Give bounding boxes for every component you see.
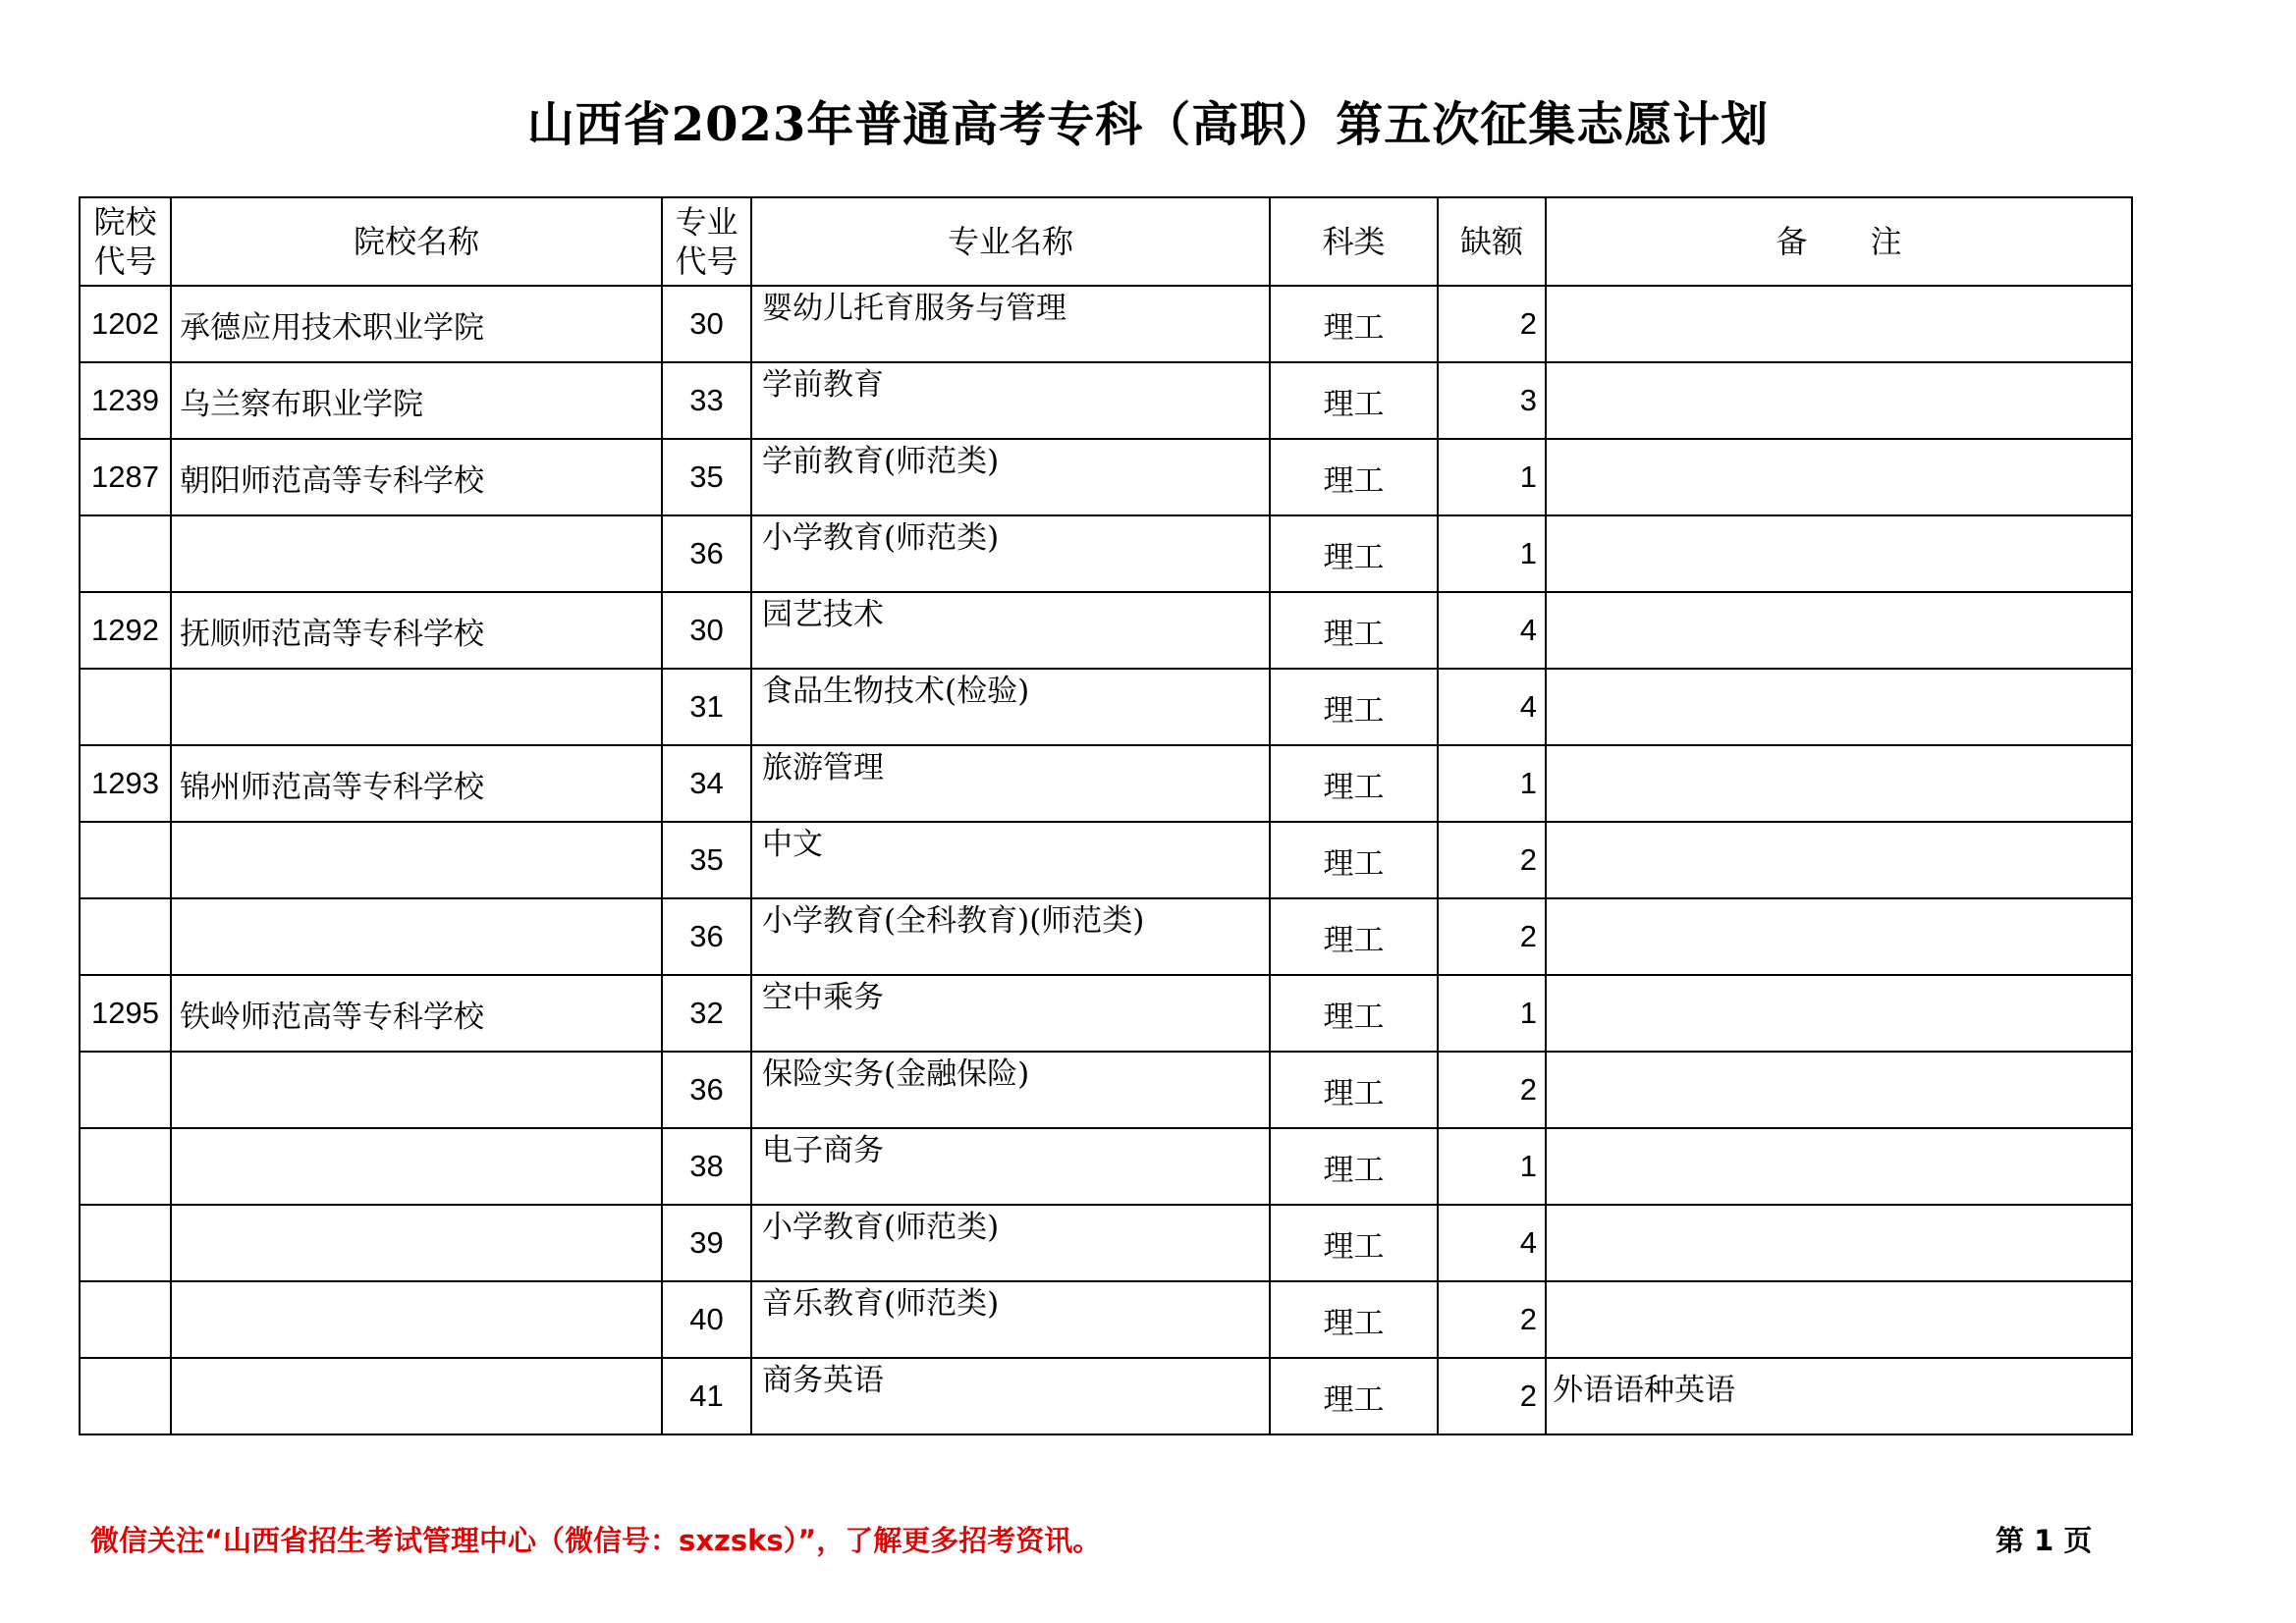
cell-school-code xyxy=(80,898,171,975)
cell-major-name: 学前教育 xyxy=(751,362,1270,439)
cell-major-code: 35 xyxy=(662,439,751,515)
page-number: 第 1 页 xyxy=(1995,1524,2093,1557)
cell-remark xyxy=(1546,898,2132,975)
table-row xyxy=(80,1128,2132,1205)
table-row xyxy=(80,898,2132,975)
cell-major-name: 婴幼儿托育服务与管理 xyxy=(751,286,1270,362)
cell-remark xyxy=(1546,1281,2132,1358)
header-school-name: 院校名称 xyxy=(171,197,662,286)
cell-quota: 2 xyxy=(1438,1358,1546,1434)
cell-major-name: 空中乘务 xyxy=(751,975,1270,1052)
cell-major-name: 小学教育(师范类) xyxy=(751,1205,1270,1281)
cell-category: 理工 xyxy=(1270,975,1438,1052)
cell-category: 理工 xyxy=(1270,669,1438,745)
cell-school-name: 锦州师范高等专科学校 xyxy=(171,745,662,822)
cell-remark xyxy=(1546,286,2132,362)
cell-school-name: 乌兰察布职业学院 xyxy=(171,362,662,439)
cell-major-code: 38 xyxy=(662,1128,751,1205)
cell-major-code: 36 xyxy=(662,515,751,592)
cell-school-code xyxy=(80,1281,171,1358)
cell-major-code: 33 xyxy=(662,362,751,439)
cell-school-name xyxy=(171,898,662,975)
cell-school-name xyxy=(171,515,662,592)
cell-quota: 2 xyxy=(1438,898,1546,975)
table-row xyxy=(80,286,2132,362)
table-row xyxy=(80,1205,2132,1281)
cell-major-name: 商务英语 xyxy=(751,1358,1270,1434)
table-row xyxy=(80,439,2132,515)
cell-remark xyxy=(1546,745,2132,822)
cell-category: 理工 xyxy=(1270,1052,1438,1128)
cell-remark xyxy=(1546,822,2132,898)
table-row xyxy=(80,1281,2132,1358)
cell-quota: 2 xyxy=(1438,1281,1546,1358)
cell-school-code xyxy=(80,515,171,592)
header-major-name: 专业名称 xyxy=(751,197,1270,286)
cell-major-name: 食品生物技术(检验) xyxy=(751,669,1270,745)
cell-remark xyxy=(1546,1205,2132,1281)
enrollment-plan-table xyxy=(79,196,2133,1435)
cell-remark xyxy=(1546,515,2132,592)
cell-school-name xyxy=(171,1281,662,1358)
cell-school-name: 朝阳师范高等专科学校 xyxy=(171,439,662,515)
cell-major-code: 35 xyxy=(662,822,751,898)
cell-quota: 2 xyxy=(1438,286,1546,362)
cell-major-name: 保险实务(金融保险) xyxy=(751,1052,1270,1128)
cell-major-name: 小学教育(师范类) xyxy=(751,515,1270,592)
cell-major-code: 34 xyxy=(662,745,751,822)
cell-school-code xyxy=(80,669,171,745)
cell-category: 理工 xyxy=(1270,822,1438,898)
cell-school-code xyxy=(80,1358,171,1434)
cell-major-name: 中文 xyxy=(751,822,1270,898)
cell-major-name: 园艺技术 xyxy=(751,592,1270,669)
cell-school-code: 1295 xyxy=(80,975,171,1052)
cell-major-code: 31 xyxy=(662,669,751,745)
table-row xyxy=(80,669,2132,745)
header-quota: 缺额 xyxy=(1438,197,1546,286)
cell-category: 理工 xyxy=(1270,1281,1438,1358)
cell-major-code: 41 xyxy=(662,1358,751,1434)
cell-school-code xyxy=(80,822,171,898)
cell-school-name: 铁岭师范高等专科学校 xyxy=(171,975,662,1052)
cell-remark xyxy=(1546,362,2132,439)
cell-major-code: 39 xyxy=(662,1205,751,1281)
cell-category: 理工 xyxy=(1270,439,1438,515)
cell-remark: 外语语种英语 xyxy=(1546,1358,2132,1434)
table-row xyxy=(80,592,2132,669)
cell-category: 理工 xyxy=(1270,898,1438,975)
cell-category: 理工 xyxy=(1270,515,1438,592)
cell-quota: 1 xyxy=(1438,975,1546,1052)
wechat-follow-note: 微信关注“山西省招生考试管理中心（微信号：sxzsks）”，了解更多招考资讯。 xyxy=(90,1524,1102,1557)
table-row xyxy=(80,1358,2132,1434)
header-school-code: 院校代号 xyxy=(80,197,171,286)
table-row xyxy=(80,1052,2132,1128)
cell-school-code: 1293 xyxy=(80,745,171,822)
cell-category: 理工 xyxy=(1270,1205,1438,1281)
cell-remark xyxy=(1546,1052,2132,1128)
cell-major-name: 旅游管理 xyxy=(751,745,1270,822)
cell-school-code xyxy=(80,1205,171,1281)
cell-school-code: 1239 xyxy=(80,362,171,439)
cell-major-code: 40 xyxy=(662,1281,751,1358)
cell-remark xyxy=(1546,592,2132,669)
cell-school-name xyxy=(171,1128,662,1205)
cell-category: 理工 xyxy=(1270,1128,1438,1205)
cell-major-code: 30 xyxy=(662,286,751,362)
table-row xyxy=(80,822,2132,898)
table-header-row xyxy=(80,197,2132,286)
cell-school-code xyxy=(80,1128,171,1205)
cell-major-code: 30 xyxy=(662,592,751,669)
cell-quota: 2 xyxy=(1438,822,1546,898)
cell-major-name: 学前教育(师范类) xyxy=(751,439,1270,515)
header-major-code: 专业代号 xyxy=(662,197,751,286)
cell-school-code: 1287 xyxy=(80,439,171,515)
cell-quota: 2 xyxy=(1438,1052,1546,1128)
table-row xyxy=(80,745,2132,822)
header-category: 科类 xyxy=(1270,197,1438,286)
table-row xyxy=(80,515,2132,592)
cell-school-name: 承德应用技术职业学院 xyxy=(171,286,662,362)
cell-quota: 4 xyxy=(1438,1205,1546,1281)
cell-major-name: 电子商务 xyxy=(751,1128,1270,1205)
cell-major-name: 音乐教育(师范类) xyxy=(751,1281,1270,1358)
cell-remark xyxy=(1546,975,2132,1052)
cell-quota: 1 xyxy=(1438,745,1546,822)
cell-school-code: 1202 xyxy=(80,286,171,362)
cell-school-name xyxy=(171,669,662,745)
cell-category: 理工 xyxy=(1270,1358,1438,1434)
header-remark: 备 注 xyxy=(1546,197,2132,286)
cell-quota: 4 xyxy=(1438,592,1546,669)
cell-school-name xyxy=(171,1358,662,1434)
cell-category: 理工 xyxy=(1270,286,1438,362)
cell-quota: 1 xyxy=(1438,1128,1546,1205)
cell-quota: 4 xyxy=(1438,669,1546,745)
cell-major-code: 36 xyxy=(662,898,751,975)
cell-school-code xyxy=(80,1052,171,1128)
cell-category: 理工 xyxy=(1270,592,1438,669)
cell-remark xyxy=(1546,439,2132,515)
cell-major-name: 小学教育(全科教育)(师范类) xyxy=(751,898,1270,975)
cell-remark xyxy=(1546,669,2132,745)
cell-quota: 3 xyxy=(1438,362,1546,439)
page-title: 山西省2023年普通高考专科（高职）第五次征集志愿计划 xyxy=(526,97,1770,152)
cell-quota: 1 xyxy=(1438,515,1546,592)
cell-school-name: 抚顺师范高等专科学校 xyxy=(171,592,662,669)
cell-remark xyxy=(1546,1128,2132,1205)
cell-quota: 1 xyxy=(1438,439,1546,515)
cell-major-code: 36 xyxy=(662,1052,751,1128)
cell-category: 理工 xyxy=(1270,745,1438,822)
cell-school-name xyxy=(171,822,662,898)
cell-school-name xyxy=(171,1052,662,1128)
cell-category: 理工 xyxy=(1270,362,1438,439)
table-row xyxy=(80,975,2132,1052)
cell-school-code: 1292 xyxy=(80,592,171,669)
table-row xyxy=(80,362,2132,439)
cell-school-name xyxy=(171,1205,662,1281)
cell-major-code: 32 xyxy=(662,975,751,1052)
